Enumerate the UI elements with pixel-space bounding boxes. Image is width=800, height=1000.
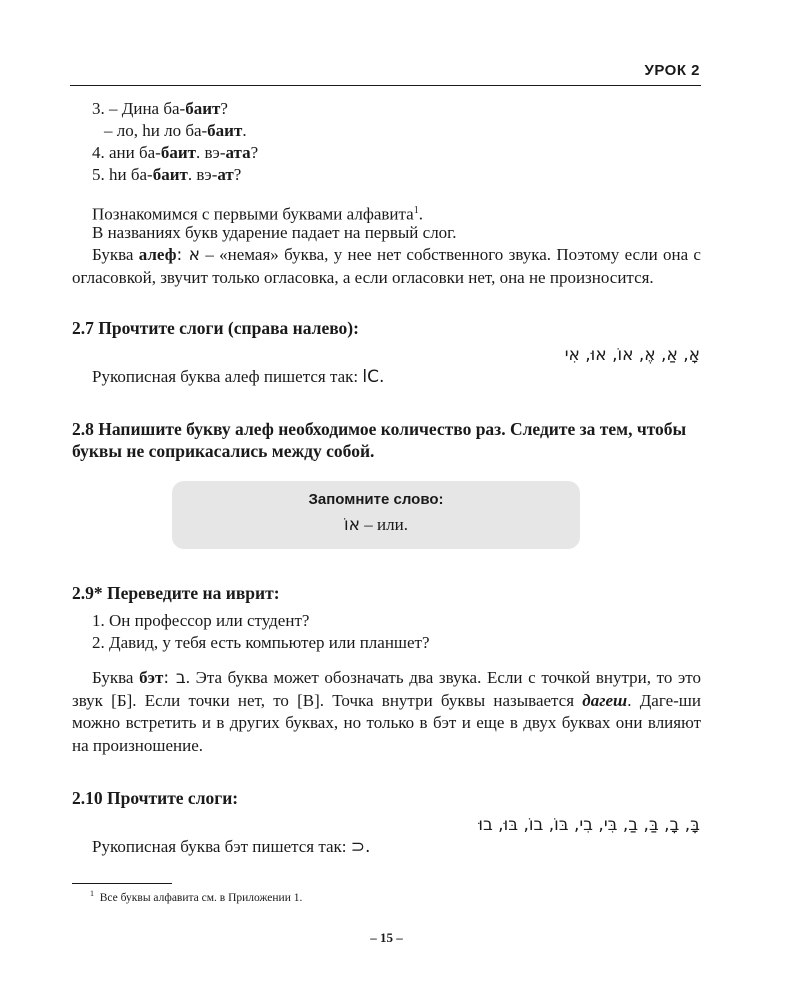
- bet-handwriting-line: Рукописная буква бэт пишется так: ⊃.: [92, 837, 371, 857]
- page-number: – 15 –: [370, 930, 403, 945]
- intro-line-2: В названиях букв ударение падает на первый слог.: [92, 223, 457, 242]
- bet-handwriting-glyph: ⊃.: [350, 837, 371, 857]
- section-2-9-title: 2.9* Переведите на иврит:: [72, 583, 280, 603]
- footnote: $^1$ Все буквы алфавита см. в Приложении 1.: [90, 889, 303, 904]
- section-2-8-title: 2.8 Напишите букву алеф необходимое количество раз. Следите за тем, чтобы буквы не соприкасались между собой.: [72, 419, 687, 461]
- bet-syllables: בָּ, בָ, בַּ, בַ, בִּי, בִי, בּוֹ, בוֹ, בּוּ, בוּ: [478, 815, 700, 835]
- intro-line-1: Познакомимся с первыми буквами алфавита$^1$.: [92, 204, 423, 224]
- translate-item-2: 2. Давид, у тебя есть компьютер или планшет?: [92, 633, 430, 652]
- dialogue-line-3: 3. – Дина ба-баит?: [92, 99, 228, 118]
- section-2-10-title: 2.10 Прочтите слоги:: [72, 788, 239, 808]
- dialogue-line-5: 5. hи ба-баит. вэ-ат?: [92, 165, 242, 184]
- memo-box: [172, 481, 580, 549]
- alef-paragraph: Буква алеф: א – «немая» буква, у нее нет собственного звука. Поэтому если она с огласовкой, звучит только огласовка, а если огласовки нет, она не произносится.: [72, 245, 701, 287]
- lesson-header: УРОК 2: [644, 62, 700, 79]
- section-2-7-title: 2.7 Прочтите слоги (справа налево):: [72, 318, 359, 338]
- memo-word: אוֹ – или.: [344, 515, 408, 535]
- alef-handwriting-line: Рукописная буква алеф пишется так: lC.: [92, 367, 385, 387]
- dialogue-line-4: 4. ани ба-баит. вэ-ата?: [92, 143, 259, 162]
- footnote-rule: [72, 883, 172, 884]
- alef-handwriting-glyph: lC.: [362, 367, 385, 387]
- alef-syllables: אָ, אַ, אֶ, אוֹ, אוּ, אִי: [564, 345, 700, 365]
- bet-paragraph: Буква бэт: ב. Эта буква может обозначать два звука. Если с точкой внутри, то это звук [Б]. Если точки нет, то [В]. Точка внутри буквы называется дагеш. Даге-ши можно встретить и в других буквах, но только в бэт и еще в двух буквах они влияют на произношение.: [72, 668, 701, 755]
- dialogue-line-3b: – ло, hи ло ба-баит.: [104, 121, 247, 140]
- translate-item-1: 1. Он профессор или студент?: [92, 611, 310, 630]
- memo-title: Запомните слово:: [308, 491, 444, 508]
- header-rule: [70, 85, 701, 86]
